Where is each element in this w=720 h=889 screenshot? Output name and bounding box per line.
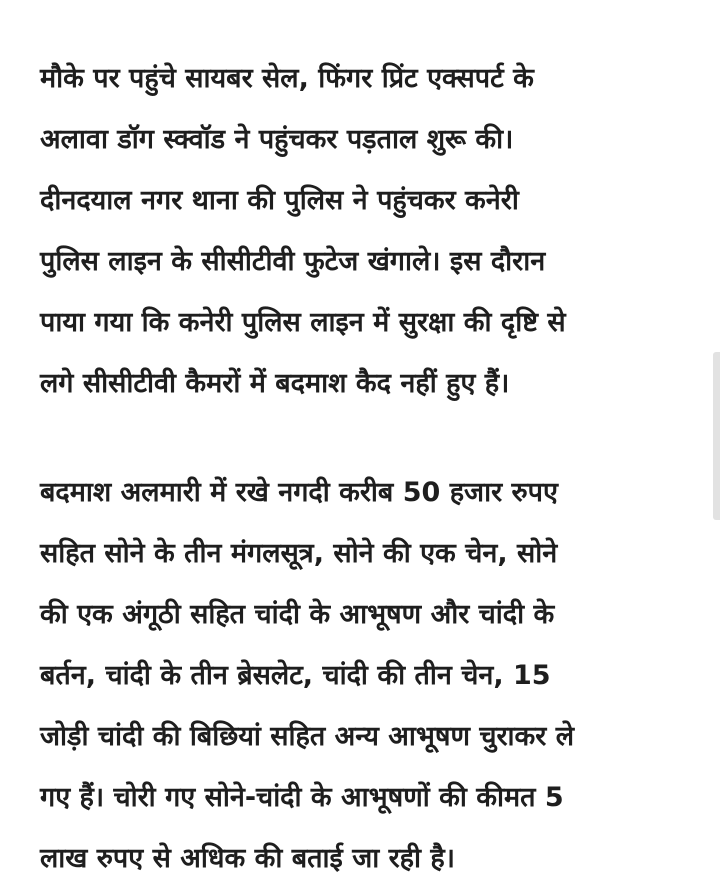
paragraph-line: पाया गया कि कनेरी पुलिस लाइन में सुरक्षा की दृष्टि से (40, 307, 566, 338)
paragraph-line: बर्तन, चांदी के तीन ब्रेसलेट, चांदी की तीन चेन, 15 (40, 660, 551, 691)
paragraph-line: बदमाश अलमारी में रखे नगदी करीब 50 हजार रुपए (40, 477, 558, 508)
paragraph-line: लाख रुपए से अधिक की बताई जा रही है। (40, 843, 455, 874)
article-body (40, 48, 700, 889)
paragraph-line: की एक अंगूठी सहित चांदी के आभूषण और चांदी के (40, 599, 555, 630)
paragraph-line: मौके पर पहुंचे सायबर सेल, फिंगर प्रिंट एक्सपर्ट के (40, 63, 534, 94)
paragraph-1 (40, 48, 700, 414)
scrollbar-thumb[interactable] (713, 352, 720, 520)
paragraph-line: सहित सोने के तीन मंगलसूत्र, सोने की एक चेन, सोने (40, 538, 558, 569)
paragraph-2 (40, 462, 700, 889)
paragraph-line: अलावा डॉग स्क्वॉड ने पहुंचकर पड़ताल शुरू की। (40, 124, 514, 155)
paragraph-line: जोड़ी चांदी की बिछियां सहित अन्य आभूषण चुराकर ले (40, 721, 575, 752)
paragraph-line: पुलिस लाइन के सीसीटीवी फुटेज खंगाले। इस दौरान (40, 246, 546, 277)
paragraph-spacer (40, 414, 700, 462)
paragraph-line: गए हैं। चोरी गए सोने-चांदी के आभूषणों की कीमत 5 (40, 782, 564, 813)
paragraph-line: दीनदयाल नगर थाना की पुलिस ने पहुंचकर कनेरी (40, 185, 519, 216)
paragraph-line: लगे सीसीटीवी कैमरों में बदमाश कैद नहीं हुए हैं। (40, 368, 510, 399)
